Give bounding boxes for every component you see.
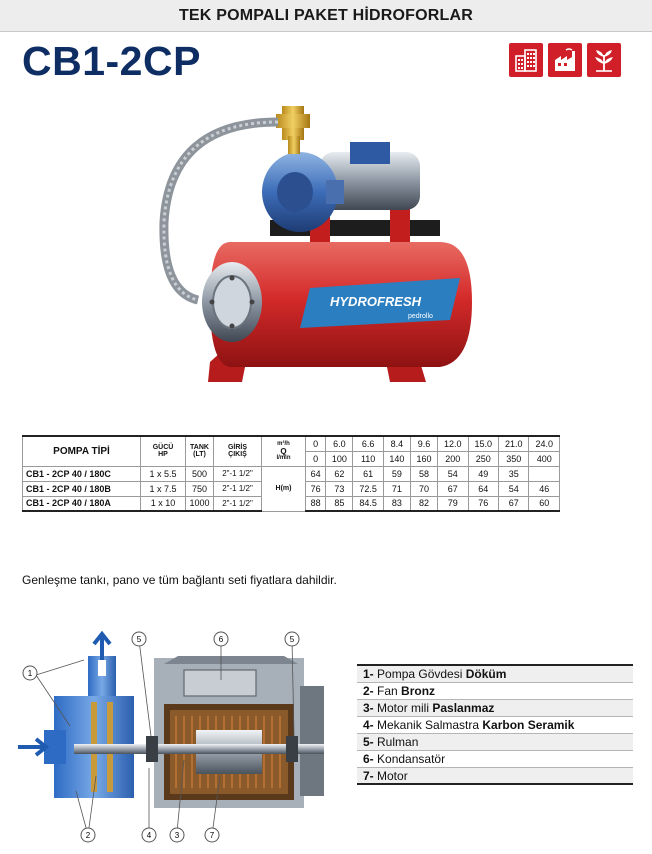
model-title: CB1-2CP — [22, 38, 201, 84]
tank-maker-text: pedrollo — [408, 313, 433, 320]
flow-m3h-cell: 0 — [306, 436, 326, 451]
svg-text:1: 1 — [27, 669, 33, 678]
legend-item: 1- Pompa Gövdesi Döküm — [357, 666, 633, 683]
svg-text:3: 3 — [174, 831, 180, 840]
head-cell: 58 — [410, 466, 437, 481]
head-cell: 46 — [529, 481, 560, 496]
legend-item: 5- Rulman — [357, 734, 633, 751]
ports-cell: 2"-1 1/2" — [214, 496, 262, 511]
callout-5-left — [132, 632, 146, 646]
svg-text:5: 5 — [136, 635, 142, 644]
callout-5-right — [285, 632, 299, 646]
head-cell: 84.5 — [353, 496, 383, 511]
flow-lmin-cell: 350 — [498, 451, 528, 466]
svg-text:5: 5 — [289, 635, 295, 644]
flow-m3h-cell: 9.6 — [410, 436, 437, 451]
motor-housing — [154, 656, 324, 808]
head-cell: 61 — [353, 466, 383, 481]
head-cell: 73 — [326, 481, 353, 496]
power-cell: 1 x 10 — [141, 496, 186, 511]
flow-lmin-cell: 160 — [410, 451, 437, 466]
flow-lmin-cell: 0 — [306, 451, 326, 466]
head-cell: 70 — [410, 481, 437, 496]
legend-item: 7- Motor — [357, 768, 633, 785]
page-title: TEK POMPALI PAKET HİDROFORLAR — [178, 7, 474, 24]
pump-unit — [262, 142, 440, 242]
flow-m3h-cell: 24.0 — [529, 436, 560, 451]
pump-cutaway-diagram — [14, 626, 334, 844]
parts-legend — [357, 664, 633, 785]
power-cell: 1 x 7.5 — [141, 481, 186, 496]
flow-m3h-cell: 6.6 — [353, 436, 383, 451]
flow-m3h-cell: 6.0 — [326, 436, 353, 451]
callout-3 — [170, 828, 184, 842]
model-cell: CB1 - 2CP 40 / 180B — [23, 481, 141, 496]
agriculture-icon — [587, 43, 621, 77]
head-cell: 59 — [383, 466, 410, 481]
application-icons — [509, 43, 621, 77]
head-cell: 85 — [326, 496, 353, 511]
ports-header: GİRİŞ ÇIKIŞ — [214, 436, 262, 466]
table-row — [23, 466, 560, 481]
header-band — [0, 0, 652, 32]
model-cell: CB1 - 2CP 40 / 180C — [23, 466, 141, 481]
pump-tank-illustration — [150, 92, 480, 402]
ports-cell: 2"-1 1/2" — [214, 466, 262, 481]
brass-fitting — [276, 106, 310, 154]
pump-body — [44, 656, 134, 798]
head-cell: 88 — [306, 496, 326, 511]
head-cell: 64 — [468, 481, 498, 496]
flow-lmin-cell: 140 — [383, 451, 410, 466]
callout-4 — [142, 828, 156, 842]
pump-type-header: POMPA TİPİ — [23, 436, 141, 466]
head-cell: 35 — [498, 466, 528, 481]
legend-item: 2- Fan Bronz — [357, 683, 633, 700]
head-cell: 67 — [498, 496, 528, 511]
head-cell — [529, 466, 560, 481]
head-cell: 62 — [326, 466, 353, 481]
flow-unit-header: m³/h Q l/min — [262, 436, 306, 466]
industry-icon — [548, 43, 582, 77]
inlet-arrow — [18, 739, 46, 755]
tank-flange — [202, 262, 262, 342]
tank-cell: 500 — [186, 466, 214, 481]
callout-7 — [205, 828, 219, 842]
head-cell: 54 — [498, 481, 528, 496]
svg-text:2: 2 — [85, 831, 91, 840]
head-cell: 64 — [306, 466, 326, 481]
head-cell: 54 — [438, 466, 468, 481]
model-cell: CB1 - 2CP 40 / 180A — [23, 496, 141, 511]
flow-lmin-cell: 250 — [468, 451, 498, 466]
callout-6 — [214, 632, 228, 646]
head-cell: 76 — [306, 481, 326, 496]
svg-text:7: 7 — [209, 831, 215, 840]
tank-brand-text: HYDROFRESH — [330, 294, 422, 309]
svg-text:6: 6 — [218, 635, 224, 644]
flow-m3h-cell: 8.4 — [383, 436, 410, 451]
flow-lmin-cell: 100 — [326, 451, 353, 466]
flow-lmin-cell: 110 — [353, 451, 383, 466]
power-cell: 1 x 5.5 — [141, 466, 186, 481]
head-unit-cell: H(m) — [262, 466, 306, 511]
power-header: GÜCÜ HP — [141, 436, 186, 466]
legend-item: 4- Mekanik Salmastra Karbon Seramik — [357, 717, 633, 734]
flow-m3h-cell: 21.0 — [498, 436, 528, 451]
head-cell: 79 — [438, 496, 468, 511]
head-cell: 83 — [383, 496, 410, 511]
legend-item: 3- Motor mili Paslanmaz — [357, 700, 633, 717]
tank-header: TANK (LT) — [186, 436, 214, 466]
flow-m3h-cell: 15.0 — [468, 436, 498, 451]
price-note: Genleşme tankı, pano ve tüm bağlantı seti fiyatlara dahildir. — [22, 573, 337, 587]
spec-header-row — [23, 436, 560, 451]
callout-2 — [81, 828, 95, 842]
head-cell: 49 — [468, 466, 498, 481]
tank-cell: 1000 — [186, 496, 214, 511]
head-cell: 71 — [383, 481, 410, 496]
head-cell: 67 — [438, 481, 468, 496]
head-cell: 72.5 — [353, 481, 383, 496]
tank-cell: 750 — [186, 481, 214, 496]
legend-item: 6- Kondansatör — [357, 751, 633, 768]
head-cell: 60 — [529, 496, 560, 511]
spec-table — [22, 435, 560, 512]
flow-m3h-cell: 12.0 — [438, 436, 468, 451]
head-cell: 76 — [468, 496, 498, 511]
building-icon — [509, 43, 543, 77]
head-cell: 82 — [410, 496, 437, 511]
flow-lmin-cell: 200 — [438, 451, 468, 466]
svg-text:4: 4 — [146, 831, 152, 840]
flow-lmin-cell: 400 — [529, 451, 560, 466]
ports-cell: 2"-1 1/2" — [214, 481, 262, 496]
callout-1 — [23, 666, 37, 680]
